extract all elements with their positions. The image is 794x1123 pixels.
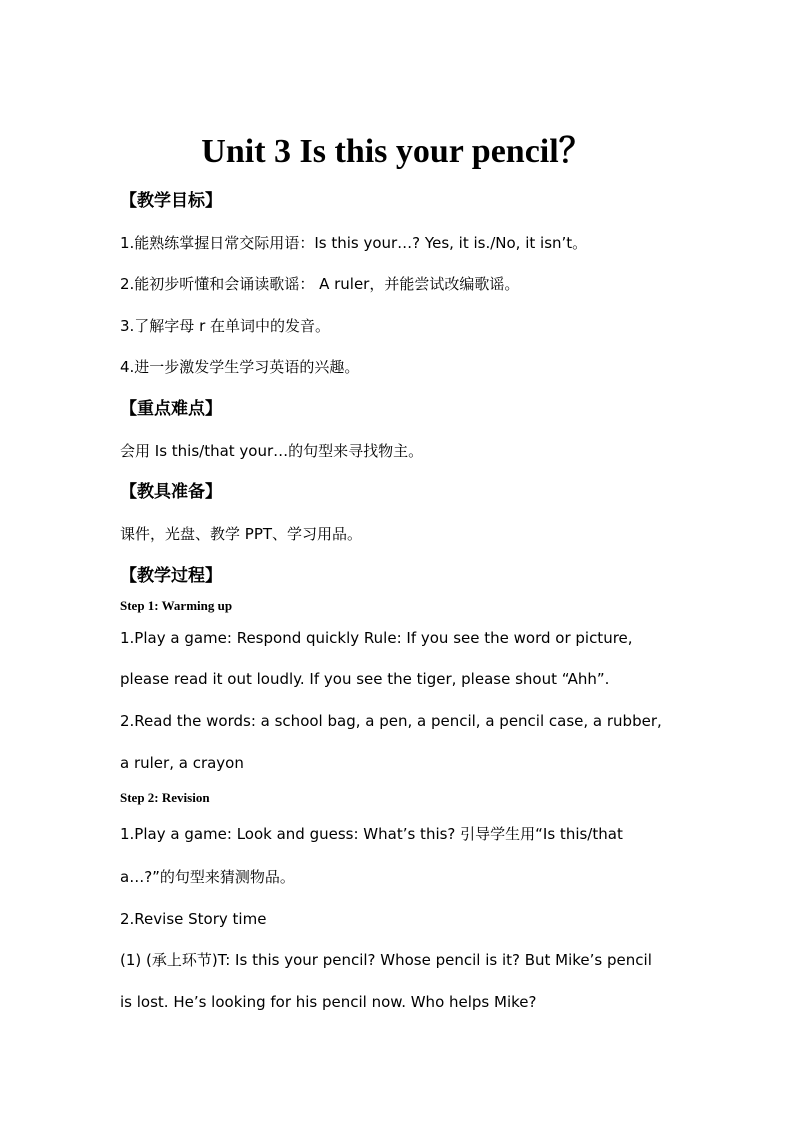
key-points-text: 会用 Is this/that your…的句型来寻找物主。 bbox=[120, 442, 424, 460]
step2-line-3: 2.Revise Story time bbox=[120, 910, 267, 928]
key-points-heading: 【重点难点】 bbox=[120, 399, 222, 419]
objective-item-3: 3.了解字母 r 在单词中的发音。 bbox=[120, 317, 331, 335]
materials-text: 课件，光盘、教学 PPT、学习用品。 bbox=[120, 525, 363, 543]
step2-label: Step 2: Revision bbox=[120, 790, 210, 805]
step2-line-5: is lost. He’s looking for his pencil now. Who helps Mike? bbox=[120, 993, 537, 1011]
step1-line-1: 1.Play a game: Respond quickly Rule: If you see the word or picture, bbox=[120, 629, 633, 647]
step2-line-2: a…?”的句型来猜测物品。 bbox=[120, 868, 295, 886]
step1-line-4: a ruler, a crayon bbox=[120, 754, 244, 772]
step1-line-2: please read it out loudly. If you see the tiger, please shout “Ahh”. bbox=[120, 670, 610, 688]
objective-item-4: 4.进一步激发学生学习英语的兴趣。 bbox=[120, 358, 360, 376]
objective-item-2: 2.能初步听懂和会诵读歌谣： A ruler，并能尝试改编歌谣。 bbox=[120, 275, 520, 293]
step2-line-1: 1.Play a game: Look and guess: What’s this? 引导学生用“Is this/that bbox=[120, 825, 623, 843]
process-heading: 【教学过程】 bbox=[120, 566, 222, 586]
step1-line-3: 2.Read the words: a school bag, a pen, a pencil, a pencil case, a rubber, bbox=[120, 712, 662, 730]
materials-heading: 【教具准备】 bbox=[120, 482, 222, 502]
step2-line-4: (1) (承上环节)T: Is this your pencil? Whose pencil is it? But Mike’s pencil bbox=[120, 951, 652, 969]
objective-item-1: 1.能熟练掌握日常交际用语：Is this your…? Yes, it is./No, it isn’t。 bbox=[120, 234, 588, 252]
document-title: Unit 3 Is this your pencil？ bbox=[201, 133, 593, 170]
step1-label: Step 1: Warming up bbox=[120, 598, 233, 613]
objectives-heading: 【教学目标】 bbox=[120, 191, 222, 211]
